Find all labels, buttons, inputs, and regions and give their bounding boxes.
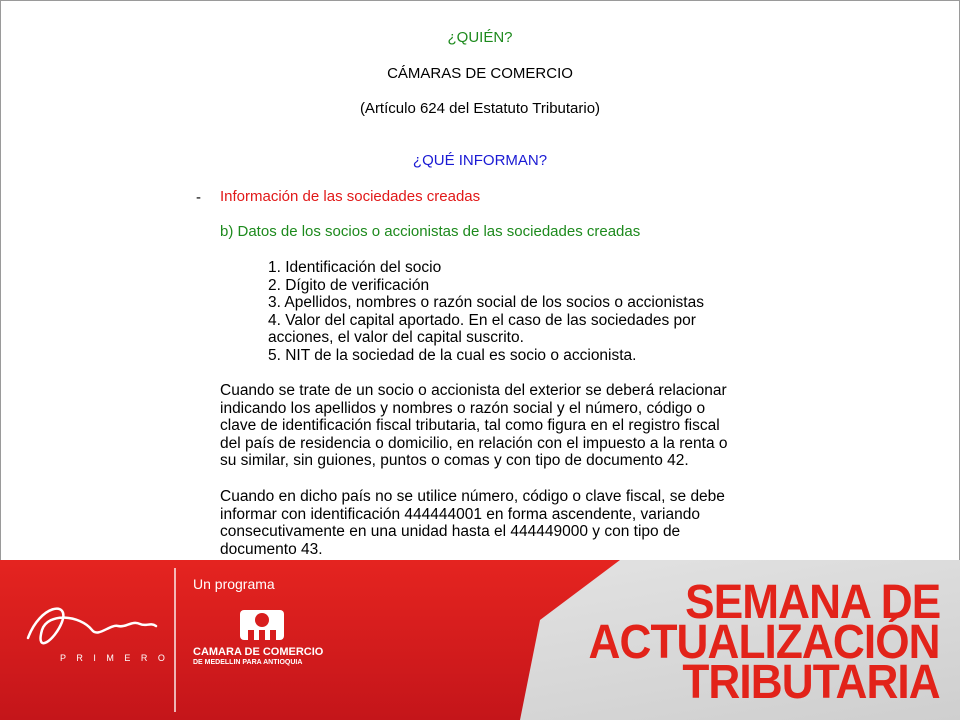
bullet-dash: - xyxy=(196,189,201,206)
org-name: CAMARA DE COMERCIO xyxy=(193,646,324,658)
paragraph-line: consecutivamente en una unidad hasta el 444449000 y con tipo de xyxy=(220,523,681,540)
list-item: 3. Apellidos, nombres o razón social de los socios o accionistas xyxy=(268,294,704,311)
slogan-line-1: SEMANA DE xyxy=(684,576,940,629)
socio-data-list xyxy=(268,259,704,364)
section-title: Información de las sociedades creadas xyxy=(220,188,481,205)
article-reference: (Artículo 624 del Estatuto Tributario) xyxy=(359,100,601,117)
section-subtitle: b) Datos de los socios o accionistas de las sociedades creadas xyxy=(220,223,641,240)
slogan-line-3: TRIBUTARIA xyxy=(682,656,940,709)
program-label: Un programa xyxy=(193,576,275,592)
paragraph-no-fiscal-code xyxy=(220,488,725,558)
paragraph-line: del país de residencia o domicilio, en relación con el impuesto a la renta o xyxy=(220,434,728,452)
list-item: acciones, el valor del capital suscrito. xyxy=(268,329,524,346)
paragraph-line: indicando los apellidos y nombres o razón social y el número, código o xyxy=(220,399,706,417)
paragraph-line: Cuando se trate de un socio o accionista del exterior se deberá relacionar xyxy=(220,382,727,399)
who-question: ¿QUIÉN? xyxy=(447,29,513,46)
paragraph-line: informar con identificación 444444001 en forma ascendente, variando xyxy=(220,505,700,523)
paragraph-foreign-socio xyxy=(220,382,728,470)
paragraph-line: clave de identificación fiscal tributaria, tal como figura en el registro fiscal xyxy=(220,417,720,434)
what-question: ¿QUÉ INFORMAN? xyxy=(412,152,548,169)
list-item: 2. Dígito de verificación xyxy=(268,276,430,294)
list-item: 1. Identificación del socio xyxy=(268,259,442,276)
list-item: 5. NIT de la sociedad de la cual es socio o accionista. xyxy=(268,346,637,364)
footer-banner xyxy=(0,560,960,720)
slogan-line-2: ACTUALIZACIÓN xyxy=(588,616,940,669)
paragraph-line: Cuando en dicho país no se utilice número, código o clave fiscal, se debe xyxy=(220,488,725,505)
signature-subtitle: P R I M E R O xyxy=(60,653,169,663)
paragraph-line: documento 43. xyxy=(220,540,323,558)
org-subtitle: DE MEDELLIN PARA ANTIOQUIA xyxy=(193,659,303,666)
paragraph-line: su similar, sin guiones, puntos o comas y con tipo de documento 42. xyxy=(220,452,689,469)
list-item: 4. Valor del capital aportado. En el caso de las sociedades por xyxy=(268,311,696,329)
who-answer: CÁMARAS DE COMERCIO xyxy=(387,65,573,82)
